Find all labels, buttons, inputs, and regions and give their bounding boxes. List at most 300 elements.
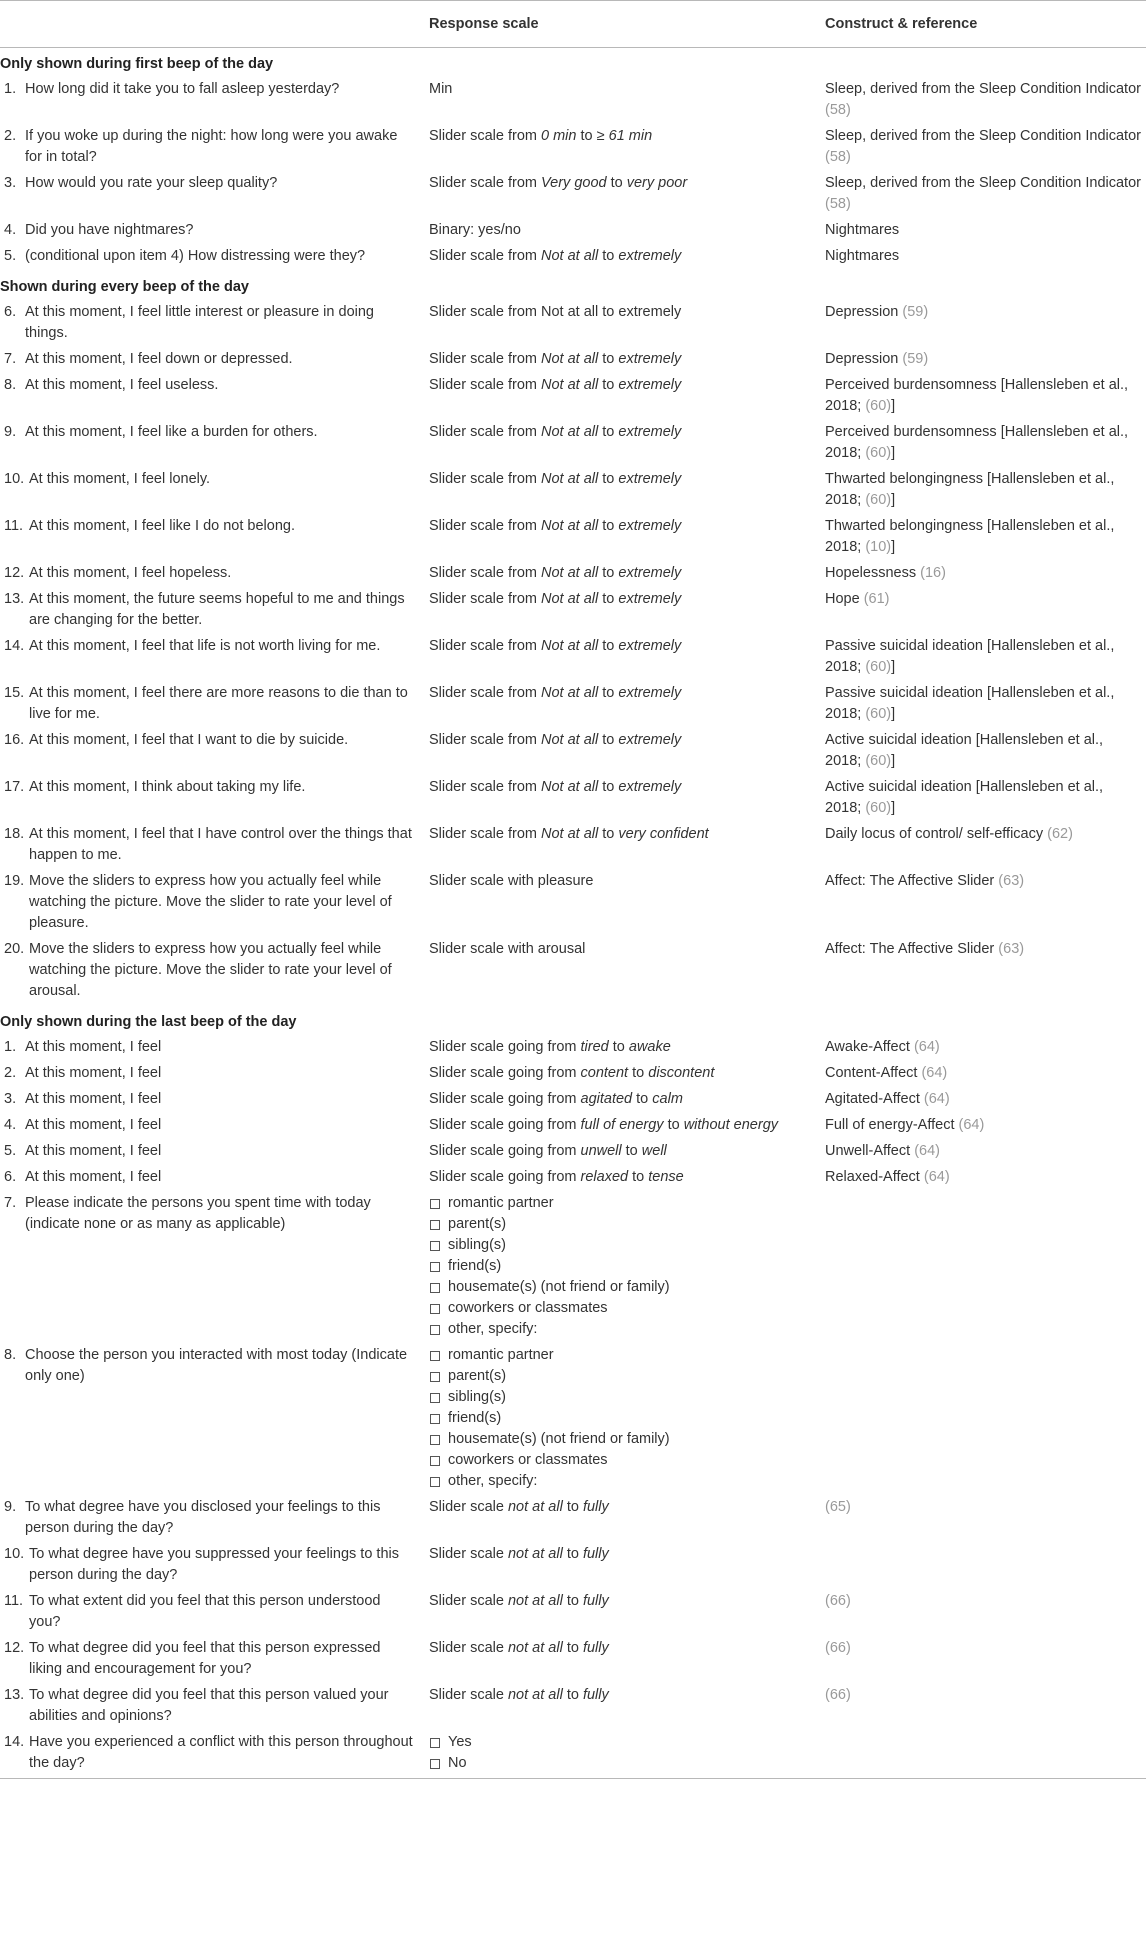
construct-cell <box>821 1088 1146 1114</box>
scale-anchor-text: content <box>580 1065 629 1081</box>
scale-text: Slider scale from <box>429 175 542 191</box>
checkbox-icon <box>430 1759 440 1769</box>
scale-anchor-text: not at all <box>507 1593 563 1609</box>
item-cell <box>0 1496 425 1543</box>
table-body <box>0 48 1146 1779</box>
reference-link[interactable]: (63) <box>998 873 1025 889</box>
item-cell <box>0 348 425 374</box>
construct-cell <box>821 1192 1146 1344</box>
item-text: To what extent did you feel that this person understood you? <box>29 1593 381 1630</box>
scale-text: Slider scale <box>429 1640 508 1656</box>
construct-cell <box>821 1036 1146 1062</box>
header-item <box>0 1 425 48</box>
scale-text: Slider scale from <box>429 685 542 701</box>
scale-anchor-text: Not at all <box>541 518 599 534</box>
scale-anchor-text: extremely <box>618 591 682 607</box>
item-number: 4. <box>4 222 17 238</box>
construct-suffix: ] <box>891 492 896 508</box>
item-text: Move the sliders to express how you actually feel while watching the picture. Move the slider to rate your level of pleasure. <box>29 873 392 931</box>
item-question <box>4 1167 413 1188</box>
item-text: At this moment, I feel <box>25 1169 162 1185</box>
section-title: Shown during every beep of the day <box>0 279 249 295</box>
scale-text: to <box>632 1091 653 1107</box>
reference-link[interactable]: (60) <box>865 706 892 722</box>
construct-cell <box>821 78 1146 125</box>
item-question <box>4 1544 413 1586</box>
scale-anchor-text: awake <box>628 1039 671 1055</box>
item-cell <box>0 172 425 219</box>
checkbox-icon <box>430 1435 440 1445</box>
scale-text: Slider scale from <box>429 424 542 440</box>
table-row <box>0 870 1146 938</box>
table-row <box>0 1088 1146 1114</box>
scale-anchor-text: agitated <box>580 1091 633 1107</box>
reference-link[interactable]: (58) <box>825 196 851 212</box>
reference-link[interactable]: (58) <box>825 149 851 165</box>
item-cell <box>0 1114 425 1140</box>
construct-cell <box>821 562 1146 588</box>
checkbox-icon <box>430 1325 440 1335</box>
item-cell <box>0 588 425 635</box>
item-cell <box>0 1140 425 1166</box>
checkbox-icon <box>430 1220 440 1230</box>
scale-text: Slider scale from <box>429 565 542 581</box>
table-row <box>0 172 1146 219</box>
response-scale-cell <box>425 1344 821 1496</box>
table-row <box>0 1590 1146 1637</box>
construct-cell <box>821 729 1146 776</box>
reference-link[interactable]: (64) <box>923 1091 950 1107</box>
item-cell <box>0 421 425 468</box>
item-text: At this moment, I feel down or depressed. <box>25 351 293 367</box>
response-scale-cell <box>425 421 821 468</box>
item-text: How would you rate your sleep quality? <box>25 175 278 191</box>
construct-cell <box>821 776 1146 823</box>
construct-text: Content-Affect <box>825 1065 922 1081</box>
item-question <box>4 1345 413 1387</box>
construct-cell <box>821 1684 1146 1731</box>
construct-text: Unwell-Affect <box>825 1143 915 1159</box>
checkbox-icon <box>430 1283 440 1293</box>
item-cell <box>0 515 425 562</box>
construct-text: Active suicidal ideation [Hallensleben et al., 2018; <box>825 779 1104 816</box>
response-scale-cell <box>425 172 821 219</box>
scale-text: to <box>598 424 619 440</box>
checkbox-option <box>429 1214 811 1235</box>
item-number: 17. <box>4 779 25 795</box>
scale-text: to <box>562 1546 583 1562</box>
item-question <box>4 349 413 370</box>
response-scale-cell <box>425 1543 821 1590</box>
response-scale-cell <box>425 1088 821 1114</box>
checkbox-icon <box>430 1738 440 1748</box>
construct-cell <box>821 823 1146 870</box>
construct-cell <box>821 468 1146 515</box>
option-label: other, specify: <box>448 1321 538 1337</box>
item-text: At this moment, I feel that I have control over the things that happen to me. <box>29 826 412 863</box>
item-text: At this moment, I feel hopeless. <box>29 565 232 581</box>
reference-link[interactable]: (59) <box>902 351 929 367</box>
item-text: At this moment, I feel like a burden for others. <box>25 424 318 440</box>
item-text: At this moment, I think about taking my life. <box>29 779 306 795</box>
response-scale-cell <box>425 729 821 776</box>
reference-link[interactable]: (59) <box>902 304 929 320</box>
scale-anchor-text: fully <box>582 1687 609 1703</box>
reference-link[interactable]: (64) <box>923 1169 950 1185</box>
item-number: 2. <box>4 128 17 144</box>
scale-text: to <box>621 1143 642 1159</box>
checkbox-option <box>429 1366 811 1387</box>
scale-text: Slider scale going from <box>429 1143 581 1159</box>
table-row <box>0 729 1146 776</box>
item-question <box>4 516 413 537</box>
scale-anchor-text: very confident <box>618 826 709 842</box>
scale-anchor-text: Not at all <box>541 565 599 581</box>
item-cell <box>0 374 425 421</box>
construct-cell <box>821 1344 1146 1496</box>
section-title: Only shown during first beep of the day <box>0 56 274 72</box>
construct-text: Hopelessness <box>825 565 921 581</box>
item-question <box>4 302 413 344</box>
table-row <box>0 1496 1146 1543</box>
construct-suffix: ] <box>891 800 896 816</box>
item-text: Choose the person you interacted with most today (Indicate only one) <box>25 1347 408 1384</box>
response-scale-cell <box>425 1637 821 1684</box>
item-cell <box>0 1543 425 1590</box>
scale-anchor-text: extremely <box>618 424 682 440</box>
item-number: 5. <box>4 248 17 264</box>
construct-cell <box>821 1114 1146 1140</box>
item-number: 12. <box>4 1640 25 1656</box>
reference-link[interactable]: (10) <box>865 539 892 555</box>
item-number: 3. <box>4 1091 17 1107</box>
scale-anchor-text: Not at all <box>541 471 599 487</box>
reference-link[interactable]: (65) <box>825 1499 851 1515</box>
item-number: 6. <box>4 1169 17 1185</box>
reference-link[interactable]: (66) <box>825 1593 851 1609</box>
scale-anchor-text: extremely <box>618 685 682 701</box>
option-label: sibling(s) <box>448 1237 507 1253</box>
reference-link[interactable]: (63) <box>998 941 1025 957</box>
response-scale-cell <box>425 635 821 682</box>
item-text: To what degree did you feel that this person expressed liking and encouragement for you? <box>29 1640 381 1677</box>
item-number: 4. <box>4 1117 17 1133</box>
option-label: sibling(s) <box>448 1389 507 1405</box>
item-text: At this moment, I feel <box>25 1117 162 1133</box>
construct-cell <box>821 1637 1146 1684</box>
item-text: At this moment, I feel <box>25 1065 162 1081</box>
checkbox-option <box>429 1277 811 1298</box>
item-question <box>4 79 413 100</box>
construct-text: Thwarted belongingness [Hallensleben et al., 2018; <box>825 518 1115 555</box>
scale-text: Slider scale from <box>429 638 542 654</box>
item-question <box>4 939 413 1002</box>
scale-anchor-text: Not at all <box>541 424 599 440</box>
item-number: 9. <box>4 424 17 440</box>
item-question <box>4 1591 413 1633</box>
construct-text: Full of energy-Affect <box>825 1117 959 1133</box>
construct-text: Sleep, derived from the Sleep Condition Indicator <box>825 128 1141 144</box>
option-label: other, specify: <box>448 1473 538 1489</box>
construct-text: Passive suicidal ideation [Hallensleben et al., 2018; <box>825 685 1115 722</box>
construct-text: Depression <box>825 351 903 367</box>
option-label: coworkers or classmates <box>448 1452 608 1468</box>
table-row <box>0 823 1146 870</box>
construct-cell <box>821 1140 1146 1166</box>
checkbox-icon <box>430 1304 440 1314</box>
reference-link[interactable]: (66) <box>825 1687 851 1703</box>
construct-cell <box>821 245 1146 271</box>
response-scale-cell <box>425 1684 821 1731</box>
scale-text: Slider scale <box>429 1499 508 1515</box>
reference-link[interactable]: (60) <box>865 753 892 769</box>
construct-text: Perceived burdensomness [Hallensleben et al., 2018; <box>825 424 1129 461</box>
table-row <box>0 374 1146 421</box>
item-cell <box>0 823 425 870</box>
table-row <box>0 1192 1146 1344</box>
construct-cell <box>821 938 1146 1006</box>
scale-anchor-text: without energy <box>683 1117 779 1133</box>
scale-text: to <box>598 732 619 748</box>
checkbox-icon <box>430 1241 440 1251</box>
checkbox-option <box>429 1235 811 1256</box>
scale-text: to <box>598 351 619 367</box>
scale-anchor-text: extremely <box>618 471 682 487</box>
scale-anchor-text: extremely <box>618 565 682 581</box>
reference-link[interactable]: (60) <box>865 492 892 508</box>
item-question <box>4 1732 413 1774</box>
scale-anchor-text: full of energy <box>580 1117 664 1133</box>
table-row <box>0 125 1146 172</box>
scale-text: to <box>628 1065 649 1081</box>
construct-cell <box>821 348 1146 374</box>
option-label: parent(s) <box>448 1216 507 1232</box>
scale-text: to <box>562 1687 583 1703</box>
construct-suffix: ] <box>891 659 896 675</box>
construct-cell <box>821 1731 1146 1779</box>
scale-anchor-text: Not at all <box>541 779 599 795</box>
scale-text: Binary: yes/no <box>429 222 521 238</box>
item-question <box>4 777 413 798</box>
item-number: 2. <box>4 1065 17 1081</box>
table-row <box>0 1731 1146 1779</box>
item-cell <box>0 870 425 938</box>
scale-anchor-text: tired <box>580 1039 609 1055</box>
construct-text: Perceived burdensomness [Hallensleben et al., 2018; <box>825 377 1129 414</box>
option-label: friend(s) <box>448 1258 502 1274</box>
item-question <box>4 589 413 631</box>
checkbox-option <box>429 1256 811 1277</box>
item-question <box>4 1638 413 1680</box>
scale-anchor-text: relaxed <box>580 1169 629 1185</box>
item-number: 16. <box>4 732 25 748</box>
table-row <box>0 1166 1146 1192</box>
checkbox-icon <box>430 1456 440 1466</box>
scale-anchor-text: extremely <box>618 518 682 534</box>
table-row <box>0 1114 1146 1140</box>
reference-link[interactable]: (58) <box>825 102 851 118</box>
scale-text: to <box>562 1640 583 1656</box>
scale-text: to <box>562 1593 583 1609</box>
item-question <box>4 1497 413 1539</box>
scale-text: Slider scale going from <box>429 1039 581 1055</box>
scale-text: Slider scale going from <box>429 1169 581 1185</box>
response-scale-cell <box>425 776 821 823</box>
item-text: At this moment, I feel little interest or pleasure in doing things. <box>25 304 374 341</box>
response-scale-cell <box>425 515 821 562</box>
item-cell <box>0 729 425 776</box>
checkbox-option <box>429 1753 811 1774</box>
construct-cell <box>821 515 1146 562</box>
response-scale-cell <box>425 1590 821 1637</box>
item-cell <box>0 682 425 729</box>
scale-anchor-text: Not at all <box>541 351 599 367</box>
scale-text: Slider scale from Not at all to extremely <box>429 304 682 320</box>
reference-link[interactable]: (61) <box>863 591 890 607</box>
item-number: 12. <box>4 565 25 581</box>
scale-text: Slider scale going from <box>429 1091 581 1107</box>
item-question <box>4 1193 413 1235</box>
checkbox-icon <box>430 1477 440 1487</box>
reference-link[interactable]: (62) <box>1047 826 1073 842</box>
response-scale-cell <box>425 219 821 245</box>
construct-suffix: ] <box>891 753 896 769</box>
scale-text: to <box>598 638 619 654</box>
item-text: How long did it take you to fall asleep yesterday? <box>25 81 340 97</box>
checkbox-option <box>429 1345 811 1366</box>
option-label: housemate(s) (not friend or family) <box>448 1431 670 1447</box>
item-text: At this moment, I feel lonely. <box>29 471 211 487</box>
scale-anchor-text: 0 min <box>541 128 577 144</box>
scale-anchor-text: calm <box>652 1091 683 1107</box>
response-scale-cell <box>425 870 821 938</box>
table-bottom-rule <box>0 1779 1146 1784</box>
scale-text: to <box>598 377 619 393</box>
scale-anchor-text: Not at all <box>541 732 599 748</box>
table-row <box>0 468 1146 515</box>
checkbox-icon <box>430 1393 440 1403</box>
reference-link[interactable]: (60) <box>865 800 892 816</box>
checkbox-option <box>429 1429 811 1450</box>
item-question <box>4 730 413 751</box>
construct-text: Passive suicidal ideation [Hallensleben et al., 2018; <box>825 638 1115 675</box>
construct-cell <box>821 588 1146 635</box>
item-number: 1. <box>4 81 17 97</box>
response-scale-cell <box>425 374 821 421</box>
scale-text: to <box>598 471 619 487</box>
scale-text: to <box>598 518 619 534</box>
response-scale-cell <box>425 1114 821 1140</box>
reference-link[interactable]: (64) <box>913 1039 940 1055</box>
scale-anchor-text: well <box>641 1143 667 1159</box>
reference-link[interactable]: (64) <box>958 1117 985 1133</box>
construct-text: Relaxed-Affect <box>825 1169 924 1185</box>
scale-text: Slider scale from <box>429 591 542 607</box>
table-row <box>0 1036 1146 1062</box>
scale-text: to <box>606 175 627 191</box>
table-row <box>0 421 1146 468</box>
table-row <box>0 301 1146 348</box>
response-scale-cell <box>425 1731 821 1779</box>
scale-text: Min <box>429 81 453 97</box>
response-scale-cell <box>425 245 821 271</box>
item-text: (conditional upon item 4) How distressing were they? <box>25 248 366 264</box>
item-text: At this moment, the future seems hopeful to me and things are changing for the better. <box>29 591 405 628</box>
construct-cell <box>821 125 1146 172</box>
scale-anchor-text: tense <box>648 1169 684 1185</box>
item-question <box>4 1089 413 1110</box>
reference-link[interactable]: (60) <box>865 445 892 461</box>
scale-text: to <box>598 591 619 607</box>
table-row <box>0 78 1146 125</box>
scale-text: to <box>598 779 619 795</box>
construct-cell <box>821 870 1146 938</box>
response-scale-cell <box>425 78 821 125</box>
item-cell <box>0 301 425 348</box>
reference-link[interactable]: (66) <box>825 1640 851 1656</box>
reference-link[interactable]: (60) <box>865 398 892 414</box>
item-number: 15. <box>4 685 25 701</box>
option-label: coworkers or classmates <box>448 1300 608 1316</box>
table-row <box>0 635 1146 682</box>
scale-text: to <box>598 248 619 264</box>
option-label: housemate(s) (not friend or family) <box>448 1279 670 1295</box>
scale-anchor-text: extremely <box>618 779 682 795</box>
header-response-scale: Response scale <box>425 1 821 48</box>
item-text: At this moment, I feel useless. <box>25 377 219 393</box>
construct-cell <box>821 1496 1146 1543</box>
item-number: 14. <box>4 1734 25 1750</box>
item-text: Please indicate the persons you spent time with today (indicate none or as many as applicable) <box>25 1195 371 1232</box>
response-scale-cell <box>425 1062 821 1088</box>
construct-text: Daily locus of control/ self-efficacy <box>825 826 1048 842</box>
item-question <box>4 1063 413 1084</box>
scale-text: Slider scale from <box>429 518 542 534</box>
construct-suffix: ] <box>891 398 896 414</box>
item-cell <box>0 245 425 271</box>
scale-anchor-text: Not at all <box>541 638 599 654</box>
item-number: 9. <box>4 1499 17 1515</box>
item-number: 13. <box>4 1687 25 1703</box>
scale-text: Slider scale from <box>429 377 542 393</box>
construct-cell <box>821 301 1146 348</box>
reference-link[interactable]: (60) <box>865 659 892 675</box>
item-question <box>4 824 413 866</box>
item-number: 8. <box>4 1347 17 1363</box>
item-number: 20. <box>4 941 25 957</box>
item-text: At this moment, I feel that I want to die by suicide. <box>29 732 349 748</box>
item-question <box>4 1115 413 1136</box>
checkbox-icon <box>430 1372 440 1382</box>
reference-link[interactable]: (64) <box>914 1143 940 1159</box>
construct-cell <box>821 682 1146 729</box>
item-question <box>4 683 413 725</box>
item-number: 18. <box>4 826 25 842</box>
item-cell <box>0 78 425 125</box>
item-cell <box>0 938 425 1006</box>
reference-link[interactable]: (64) <box>921 1065 948 1081</box>
item-cell <box>0 776 425 823</box>
scale-text: to <box>628 1169 649 1185</box>
reference-link[interactable]: (16) <box>920 565 946 581</box>
table-row <box>0 1062 1146 1088</box>
option-label: Yes <box>448 1734 472 1750</box>
construct-text: Sleep, derived from the Sleep Condition Indicator <box>825 175 1141 191</box>
checkbox-option <box>429 1408 811 1429</box>
item-question <box>4 422 413 443</box>
item-cell <box>0 1731 425 1779</box>
checkbox-icon <box>430 1351 440 1361</box>
